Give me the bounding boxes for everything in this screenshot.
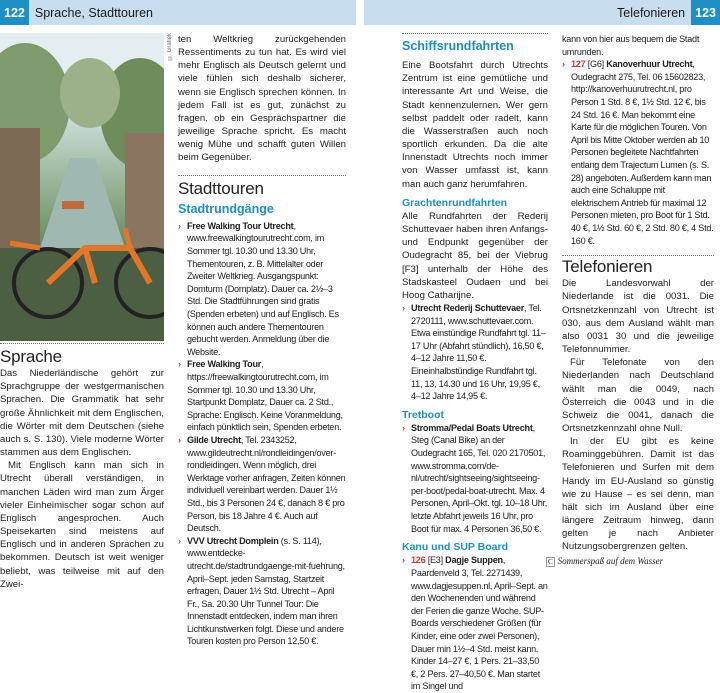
header-title-left: Sprache, Stadttouren (34, 5, 153, 20)
section-rule (178, 175, 346, 176)
list-item-walking-tour: › Free Walking Tour Utrecht, www.freewalkingtourutrecht.com, im Sommer tgl. 10.30 und 13.30 Uhr, Thementouren, z. B. Mittelalter oder Zweiter Weltkrieg. Ausgangspunkt: Domturm (Domplatz). Dauer ca. 2½–3 Std. Die Stadtführungen sind gratis (Spenden erbeten) und auf Englisch. Es können auch andere Thementouren gebucht werden. Anmeldung über die Website. (178, 220, 339, 357)
grachten-para: Alle Rundfahrten der Rederij Schuttevaer haben ihren Anfangs- und Endpunkt gegenüber der Oudegracht 85, bei der Viebrug [F3] unterhalb der Höhe des Stadskasteel Oudaen und bei Hoog Catharijne. (402, 210, 548, 301)
arrow-right-icon: › (178, 359, 181, 370)
list-item-free-walking-tour: › Free Walking Tour, https://freewalkingtourutrecht.com, im Sommer tgl. 10.30 und 13.30 Uhr, Startpunkt Domplatz, Dauer ca. 2 Std., Sprache: Englisch. Keine Voranmeldung, einfach pünktlich sein, Spenden erbeten. (178, 359, 343, 433)
section-rule (402, 33, 548, 34)
heading-schiffsrundfahrten: Schiffsrundfahrten (402, 39, 514, 53)
page-number-right: 123 (691, 0, 720, 25)
sprache-para-2: Mit Englisch kann man sich in Utrecht überall verständigen, in manchen Läden wird man zum Ärger vieler Einheimischer sogar schon auf Englisch angesprochen. Auch Speisekarten sind meistens auf Englisch und in anderen Sprachen zu bekommen. Deutsch ist weit weniger beliebt, was teilweise mit auf den Zwei- (0, 460, 164, 590)
kanu-continued: kann von hier aus bequem die Stadt umrunden. (562, 34, 700, 57)
heading-stadttouren: Stadttouren (178, 178, 264, 198)
page-header-left (0, 0, 356, 25)
subheading-kanu-sup: Kanu und SUP Board (402, 541, 508, 554)
map-pin-number: 127 (571, 59, 586, 70)
column-1 (0, 343, 164, 591)
sprache-continued-para: ten Weltkrieg zurückgehenden Ressentiments zu tun hat. Es wird viel mehr Englisch als Deutsch gelernt und viele fühlen sich deshalb sicherer, wenn sie Englisch sprechen können. In jedem Fall ist es gut, zunächst zu fragen, ob ein Gesprächspartner die jeweilige Sprache spricht. Es macht wenig Mühe und schafft guten Willen beim Gegenüber. (178, 34, 346, 164)
header-title-right: Telefonieren (617, 5, 686, 20)
telefon-para-3: In der EU gibt es keine Roaminggebühren. Damit ist das Telefonieren und Surfen mit dem Handy im EU-Ausland so günstig wie zu Hause – es sei denn, man hält sich im Ausland über eine längere Zeitraum hinweg, dann gelten je nach Anbieter Nutzungsobergrenzen gelten. (562, 436, 714, 553)
section-rule (0, 343, 164, 344)
page-gutter (356, 0, 364, 571)
arrow-right-icon: › (178, 220, 181, 231)
subheading-stadtrundgaenge: Stadtrundgänge (178, 201, 274, 216)
canal-photo (0, 33, 164, 341)
page-header-right (364, 0, 720, 25)
column-3 (402, 33, 548, 693)
arrow-right-icon: › (178, 535, 181, 546)
list-item-kanoverhuur: › 127 [G6] Kanoverhuur Utrecht, Oudegracht 275, Tel. 06 15602823, http://kanoverhuurutrecht.nl, pro Person 1 Std. 8 €, 1½ Std. 12 €, bis 24 Std. 16 €. Man bekommt eine Karte für die möglichen Touren. Von April bis Mitte Oktober werden ab 10 Personen begleitete Nachtfahrten entlang dem Trajectum Lumen (s. S. 28) angeboten. Außerdem kann man auch eine Schaluppe mit elektrischem Antrieb für maximal 12 Personen mieten, pro Boot für 1 Std. 40 €, 1½ Std. 60 €, 2 Std. 80 €, 4 Std. 160 €. (562, 59, 714, 246)
arrow-right-icon: › (402, 555, 405, 566)
subheading-grachtenrundfahrten: Grachtenrundfahrten (402, 196, 508, 209)
list-item-vvv-utrecht: › VVV Utrecht Domplein (s. S. 114), www.entdecke-utrecht.de/stadtrundgaenge-mit-fuehrung, April–Sept. jeden Samstag, Startzeit erfragen, Dauer 1½ Std. Utrecht – April Fr., Sa. 20.30 Uhr Tunnel Tour: Die Innenstadt entdecken, indem man ihren Lichtkunstwerken folgt. Diese und andere Touren kosten pro Person 12,50 €. (178, 535, 345, 647)
page-number-left: 122 (0, 0, 29, 25)
caption-tag: C (548, 558, 553, 566)
arrow-right-icon: › (402, 422, 405, 433)
heading-sprache: Sprache (0, 347, 62, 366)
canal-photo-drawing (0, 33, 164, 341)
list-item-dagje-suppen: › 126 [E3] Dagje Suppen, Paardenveld 3, Tel. 2271439, www.dagjesuppen.nl, April–Sept. an den Wochenenden und während der Ferien die ganze Woche. SUP-Boards verschiedener Größen (für Kinder, eine oder zwei Personen), Dauer min 1½–4 Std. meist kann. Kinder 14–27 €, 1 Pers. 21–33,50 €, 2 Pers. 27–40,50 €. Man startet im Singel und (402, 555, 548, 692)
photo-credit: © Grafiek (167, 33, 173, 61)
arrow-right-icon: › (402, 302, 405, 313)
list-item-schuttevaer: › Utrecht Rederij Schuttevaer, Tel. 2720111, www.schuttevaer.com. Etwa einstündige Rundfahrt tgl. 11–17 Uhr (Abfahrt stündlich), 16,50 €, 4–12 Jahre 11,50 €. Eineinhalbstündige Rundfahrt tgl. 11, 13, 14.30 und 16 Uhr, 19,95 €, 4–12 Jahre 14,95 €. (402, 302, 546, 402)
arrow-right-icon: › (562, 59, 565, 70)
column-4 (562, 33, 714, 554)
list-item-gilde-utrecht: › Gilde Utrecht, Tel. 2343252, www.gildeutrecht.nl/rondleidingen/over-rondleidingen. Wenn möglich, drei Werktage vorher anfragen, Zeiten können individuell vereinbart werden. Dauer 1½ Std., bis 3 Personen 24 €, danach 8 € pro Person, bis 18 Jahre 4 €. Auch auf Deutsch. (178, 434, 346, 534)
section-rule (562, 255, 714, 256)
heading-telefonieren: Telefonieren (562, 257, 653, 277)
sprache-para-1: Das Niederländische gehört zur Sprachgruppe der westgermanischen Sprachen. Die Grammatik hat sehr große Ähnlichkeit mit dem Englischen, die Wörter mit dem Deutschen (siehe auch s. S. 130). Viele moderne Wörter stammen aus dem Englischen. (0, 368, 164, 459)
column-2 (178, 33, 346, 648)
subheading-tretboot: Tretboot (402, 408, 444, 421)
list-item-stromma: › Stromma/Pedal Boats Utrecht, Steg (Canal Bike) an der Oudegracht 165, Tel. 020 2170501, www.stromma.com/de-nl/utrecht/sightseeing/sightseeing-per-boot/pedal-boat-utrecht. Max. 4 Personen, April–Okt. tgl. 10–18 Uhr, letzte Abfahrt jeweils 16 Uhr, pro Boot für max. 4 Personen 36,50 €. (402, 422, 548, 534)
telefon-para-2: Für Telefonate von den Niederlanden nach Deutschland wählt man die 0049, nach Österreich die 0043 und in die Schweiz die 0041, danach die Ortsnetzkennzahl ohne Null. (562, 357, 714, 434)
telefon-para-1: Die Landesvorwahl der Niederlande ist die 0031. Die Ortsnetzkennzahl von Utrecht ist 030, aus dem Ausland wählt man also 0031 30 und die jeweilige Telefonnummer. (562, 278, 714, 356)
photo-caption: C Sommerspaß auf dem Wasser (548, 556, 664, 566)
arrow-right-icon: › (178, 434, 181, 445)
map-pin-number: 126 (411, 555, 426, 566)
schiff-para: Eine Bootsfahrt durch Utrechts Zentrum ist eine gemütliche und interessante Art und Weise, die Stadt kennenzulernen. Wer gern selbst paddelt oder radelt, kann die Wasserstraßen auch noch sportlich erkunden. Da die alte Innenstadt Utrechts noch immer von Wasser umfasst ist, kann man auch ganz herumfahren. (402, 60, 548, 190)
